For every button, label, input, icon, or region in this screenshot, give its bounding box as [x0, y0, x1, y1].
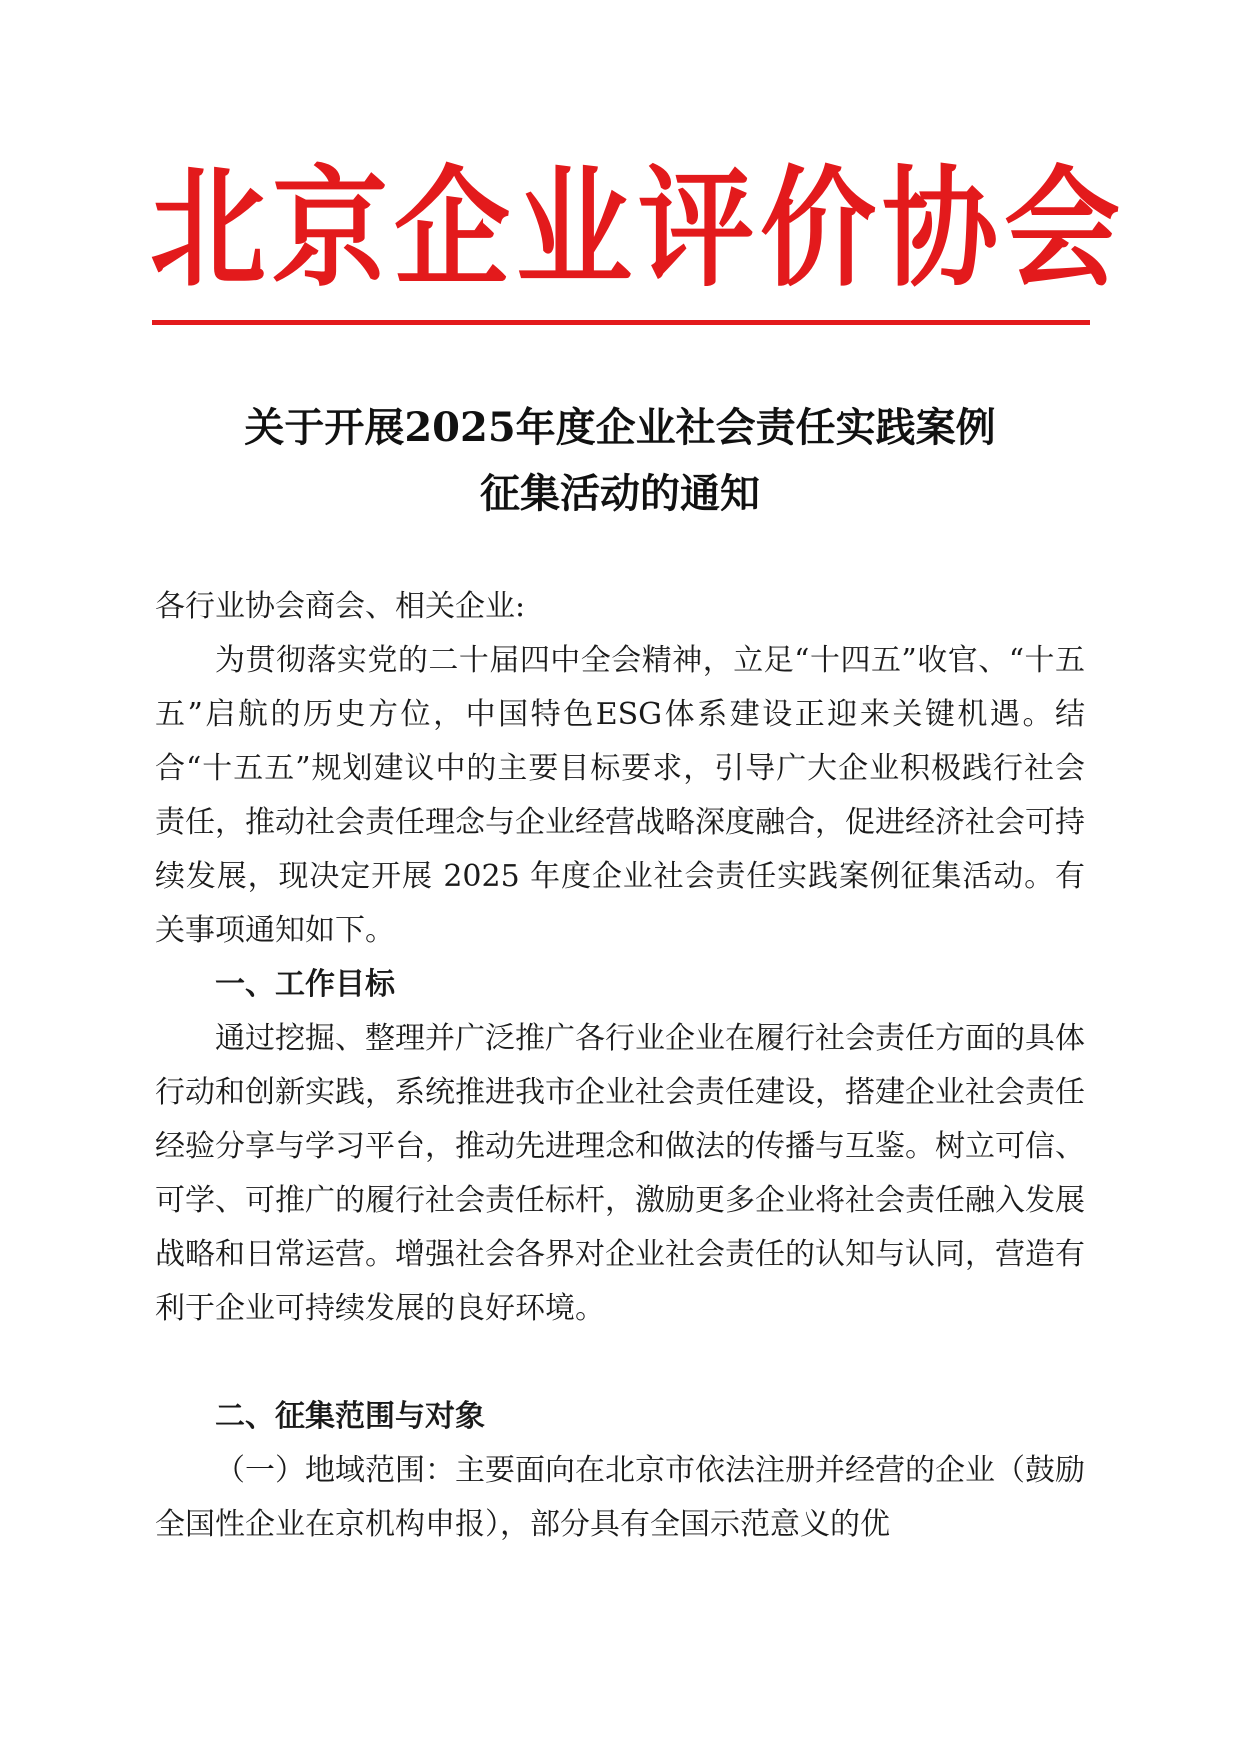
section-1-paragraph: 通过挖掘、整理并广泛推广各行业企业在履行社会责任方面的具体行动和创新实践，系统推进我市企业社会责任建设，搭建企业社会责任经验分享与学习平台，推动先进理念和做法的传播与互鉴。树立可信、可学、可推广的履行社会责任标杆，激励更多企业将社会责任融入发展战略和日常运营。增强社会各界对企业社会责任的认知与认同，营造有利于企业可持续发展的良好环境。	[155, 1021, 1085, 1326]
section-1-heading: 一、工作目标	[215, 967, 395, 1002]
section-2-paragraph: （一）地域范围：主要面向在北京市依法注册并经营的企业（鼓励全国性企业在京机构申报），部分具有全国示范意义的优	[155, 1453, 1085, 1542]
section-2-heading: 二、征集范围与对象	[215, 1399, 485, 1434]
letterhead-org-name: 北京企业评价协会	[150, 153, 1126, 306]
intro-paragraph: 为贯彻落实党的二十届四中全会精神，立足“十四五”收官、“十五五”启航的历史方位，中国特色ESG体系建设正迎来关键机遇。结合“十五五”规划建议中的主要目标要求，引导广大企业积极践行社会责任，推动社会责任理念与企业经营战略深度融合，促进经济社会可持续发展，现决定开展 2025 年度企业社会责任实践案例征集活动。有关事项通知如下。	[155, 643, 1085, 948]
salutation: 各行业协会商会、相关企业:	[155, 589, 526, 624]
letterhead-red-rule	[152, 320, 1090, 325]
document-title-line-1: 关于开展2025年度企业社会责任实践案例	[244, 404, 996, 451]
document-title-line-2: 征集活动的通知	[480, 470, 760, 517]
